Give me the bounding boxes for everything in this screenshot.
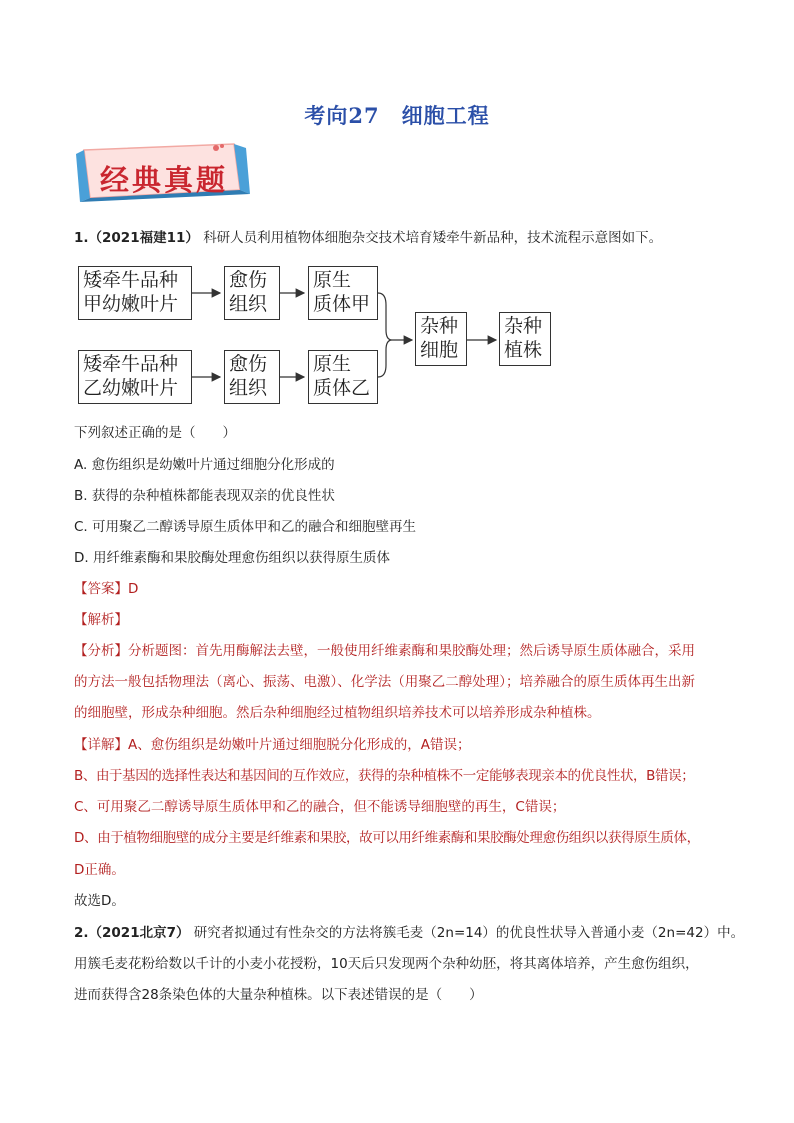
box-hybrid-cell-line1: 杂种 [420,315,459,337]
answer-value: D [128,581,139,597]
box-protoplast-b-line1: 原生 [313,353,352,375]
box-hybrid-plant-line1: 杂种 [504,315,543,337]
title-topic-name: 细胞工程 [401,103,490,128]
fenxi-label: 【分析】 [74,643,128,659]
q2-line-1 [74,923,744,943]
q1-stem-line [74,228,662,248]
box-hybrid-plant [499,312,551,366]
box-callus-b-line1: 愈伤 [229,353,268,375]
box-leaf-a-line2: 甲幼嫩叶片 [83,293,179,315]
q1-question: 下列叙述正确的是（ ） [74,425,236,441]
q1-stem: 科研人员利用植物体细胞杂交技术培育矮牵牛新品种，技术流程示意图如下。 [203,230,663,246]
box-leaf-b [78,350,192,404]
detail-a: A、愈伤组织是幼嫩叶片通过细胞脱分化形成的，A错误； [128,737,471,753]
analysis-label: 【解析】 [74,612,128,628]
title-topic-number: 考向27 [304,103,380,128]
box-leaf-b-line1: 矮牵牛品种 [83,353,179,375]
box-hybrid-cell [415,312,467,366]
box-protoplast-b-line2: 质体乙 [313,377,371,399]
answer-label: 【答案】 [74,581,128,597]
box-leaf-a [78,266,192,320]
q2-line-2: 用簇毛麦花粉给数以千计的小麦小花授粉，10天后只发现两个杂种幼胚，将其离体培养，产生愈伤组织， [74,956,699,972]
detail-line-a [74,735,470,755]
box-callus-b [224,350,280,404]
box-leaf-a-line1: 矮牵牛品种 [83,269,179,291]
q2-stem-1: 研究者拟通过有性杂交的方法将簇毛麦（2n=14）的优良性状导入普通小麦（2n=42）中。 [193,925,745,941]
box-callus-a-line2: 组织 [229,293,268,315]
q1-source: 1.（2021福建11） [74,230,199,246]
box-protoplast-a-line2: 质体甲 [313,293,371,315]
box-callus-a [224,266,280,320]
fenxi-line-1 [74,641,695,661]
q1-answer [74,579,138,599]
detail-c: C、可用聚乙二醇诱导原生质体甲和乙的融合，但不能诱导细胞壁的再生，C错误； [74,799,566,815]
box-hybrid-cell-line2: 细胞 [420,339,459,361]
detail-d1: D、由于植物细胞壁的成分主要是纤维素和果胶，故可以用纤维素酶和果胶酶处理愈伤组织以获得原生质体， [74,830,700,846]
detail-b: B、由于基因的选择性表达和基因间的互作效应，获得的杂种植株不一定能够表现亲本的优良性状，B错误； [74,768,695,784]
q1-option-d: D. 用纤维素酶和果胶酶处理愈伤组织以获得原生质体 [74,550,390,566]
box-callus-b-line2: 组织 [229,377,268,399]
detail-d2: D正确。 [74,862,125,878]
q2-line-3: 进而获得含28条染色体的大量杂种植株。以下表述错误的是（ ） [74,987,483,1003]
merge-brace [378,293,392,377]
flow-diagram [74,260,574,410]
q2-source: 2.（2021北京7） [74,925,190,941]
q1-option-b: B. 获得的杂种植株都能表现双亲的优良性状 [74,488,335,504]
detail-label: 【详解】 [74,737,128,753]
section-banner-title: 经典真题 [100,163,229,197]
box-hybrid-plant-line2: 植株 [504,339,543,361]
fenxi-line-2: 的方法一般包括物理法（离心、振荡、电激）、化学法（用聚乙二醇处理）；培养融合的原生质体再生出新 [74,674,695,690]
box-protoplast-a [308,266,378,320]
box-protoplast-b [308,350,378,404]
page-title [0,100,794,130]
q1-option-a: A. 愈伤组织是幼嫩叶片通过细胞分化形成的 [74,457,335,473]
q1-option-c: C. 可用聚乙二醇诱导原生质体甲和乙的融合和细胞壁再生 [74,519,417,535]
box-leaf-b-line2: 乙幼嫩叶片 [83,377,179,399]
conclusion: 故选D。 [74,893,125,909]
fenxi-text-1: 分析题图：首先用酶解法去壁，一般使用纤维素酶和果胶酶处理；然后诱导原生质体融合，采用 [128,643,695,659]
fenxi-line-3: 的细胞壁，形成杂种细胞。然后杂种细胞经过植物组织培养技术可以培养形成杂种植株。 [74,705,601,721]
box-callus-a-line1: 愈伤 [229,269,268,291]
box-protoplast-a-line1: 原生 [313,269,352,291]
